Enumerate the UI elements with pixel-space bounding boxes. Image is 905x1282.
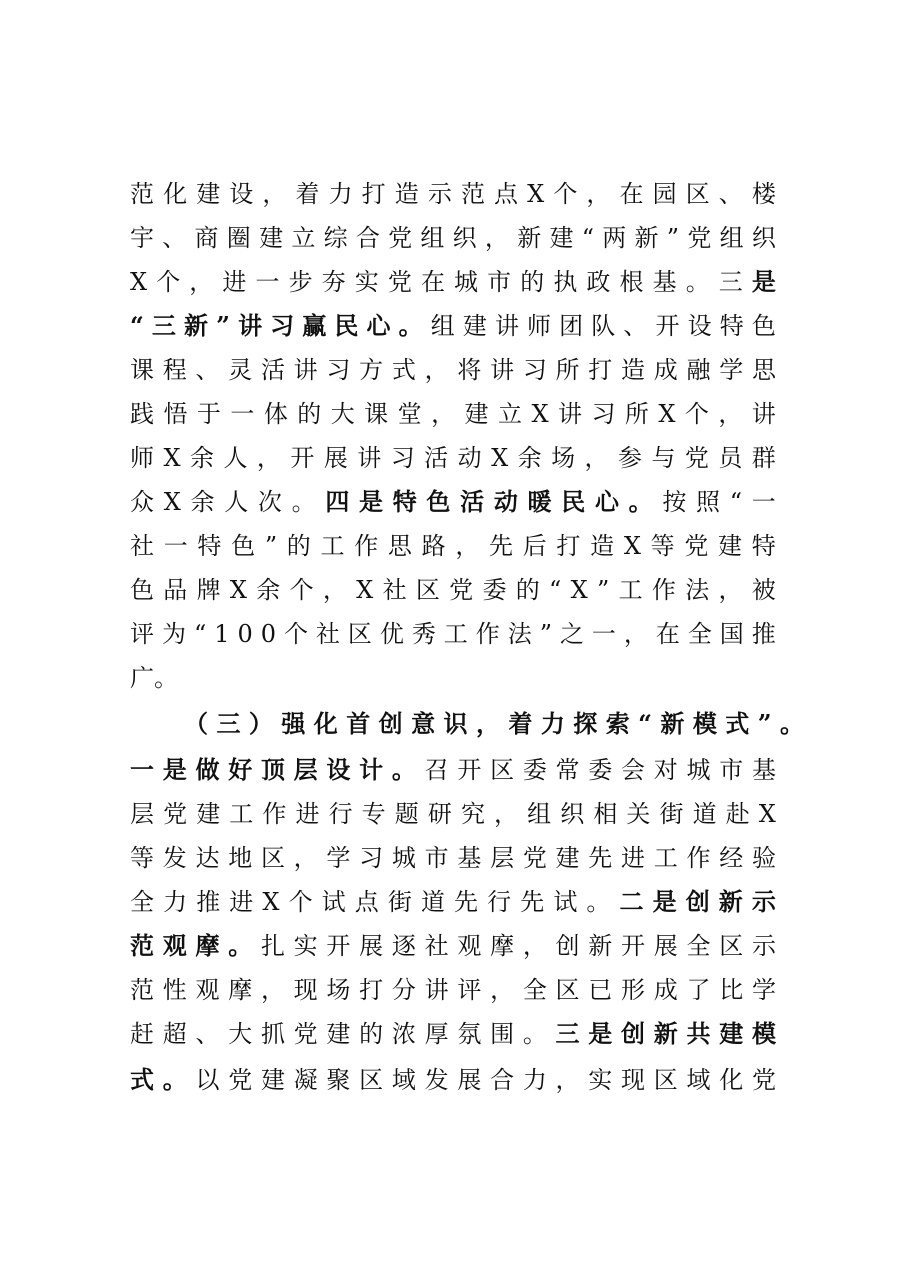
- text-line: 范 化 建 设 ， 着 力 打 造 示 范 点 X 个 ， 在 园 区 、 楼: [130, 180, 776, 208]
- text-line: 一 是 做 好 顶 层 设 计 。 召 开 区 委 常 委 会 对 城 市 基: [130, 755, 776, 784]
- text-line: 广。: [130, 664, 178, 692]
- text-line: 众 X 余 人 次 。 四 是 特 色 活 动 暖 民 心 。 按 照 “ 一: [130, 487, 776, 516]
- text-line: 范 性 观 摩 ， 现 场 打 分 讲 评 ， 全 区 已 形 成 了 比 学: [130, 976, 776, 1004]
- text-line: X 个 ， 进 一 步 夯 实 党 在 城 市 的 执 政 根 基 。 三 是: [130, 267, 776, 296]
- text-line: 践 悟 于 一 体 的 大 课 堂 ， 建 立 X 讲 习 所 X 个 ， 讲: [130, 400, 776, 428]
- text-line: 层 党 建 工 作 进 行 专 题 研 究 ， 组 织 相 关 街 道 赴 X: [130, 800, 776, 828]
- text-line: 赶 超 、 大 抓 党 建 的 浓 厚 氛 围 。 三 是 创 新 共 建 模: [130, 1019, 776, 1048]
- text-line: 范 观 摩 。 扎 实 开 展 逐 社 观 摩 ， 创 新 开 展 全 区 示: [130, 931, 776, 960]
- text-line: 宇 、 商 圈 建 立 综 合 党 组 织 ， 新 建 “ 两 新 ” 党 组 织: [130, 224, 776, 252]
- text-line: 式 。 以 党 建 凝 聚 区 域 发 展 合 力 ， 实 现 区 域 化 党: [130, 1065, 776, 1094]
- text-line: “ 三 新 ” 讲 习 赢 民 心 。 组 建 讲 师 团 队 、 开 设 特 色: [130, 311, 776, 340]
- text-line: 色 品 牌 X 余 个 ， X 社 区 党 委 的 “ X ” 工 作 法 ， 被: [130, 576, 776, 604]
- text-line: 社 一 特 色 ” 的 工 作 思 路 ， 先 后 打 造 X 等 党 建 特: [130, 532, 776, 560]
- text-line: 等 发 达 地 区 ， 学 习 城 市 基 层 党 建 先 进 工 作 经 验: [130, 844, 776, 872]
- text-line: 师 X 余 人 ， 开 展 讲 习 活 动 X 余 场 ， 参 与 党 员 群: [130, 444, 776, 472]
- text-line: 评 为 “ 1 0 0 个 社 区 优 秀 工 作 法 ” 之 一 ， 在 全 国 推: [130, 620, 776, 648]
- section-heading: （ 三 ） 强 化 首 创 意 识 ， 着 力 探 索 “ 新 模 式 ” 。: [184, 709, 804, 738]
- text-line: 课 程 、 灵 活 讲 习 方 式 ， 将 讲 习 所 打 造 成 融 学 思: [130, 356, 776, 384]
- text-line: 全 力 推 进 X 个 试 点 街 道 先 行 先 试 。 二 是 创 新 示: [130, 887, 776, 916]
